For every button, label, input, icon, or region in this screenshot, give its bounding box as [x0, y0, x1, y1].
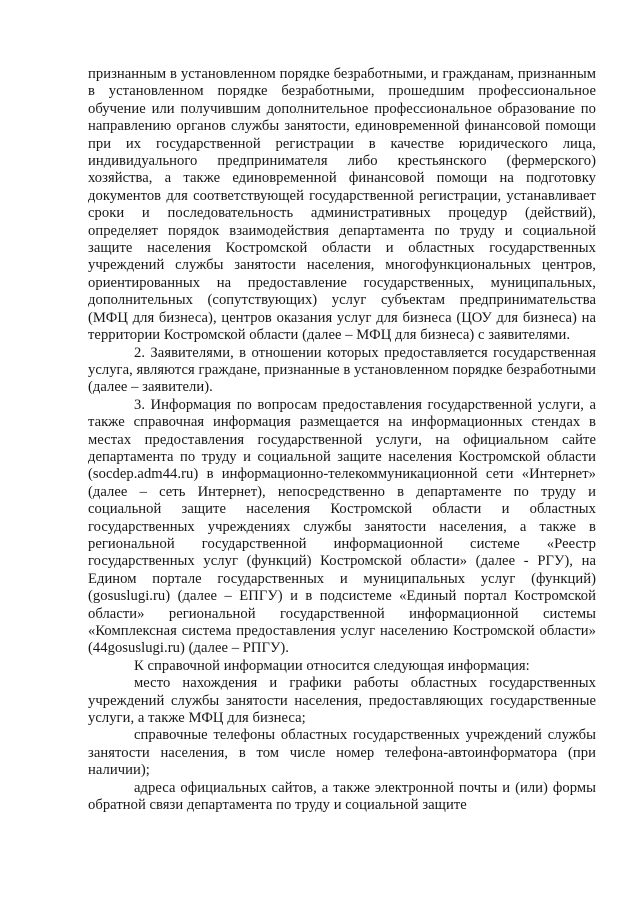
paragraph-item-3: 3. Информация по вопросам предоставления государственной услуги, а также справочная информация размещается на информационных стендах в местах предоставления государственной услуги, на официальном сайте департамента по труду и социальной защите населения Костромской области (socdep.adm44.ru) в информационно-телекоммуникационной сети «Интернет» (далее – сеть Интернет), непосредственно в департаменте по труду и социальной защите населения Костромской области и областных государственных учреждениях службы занятости населения, а также в региональной государственной информационной системе «Реестр государственных услуг (функций) Костромской области» (далее - РГУ), на Едином портале государственных и муниципальных услуг (функций) (gosuslugi.ru) (далее – ЕПГУ) и в подсистеме «Единый портал Костромской области» региональной государственной информационной системы «Комплексная система предоставления услуг населению Костромской области» (44gosuslugi.ru) (далее – РПГУ).	[88, 396, 596, 657]
paragraph-continuation: признанным в установленном порядке безработными, и гражданам, признанным в установленном порядке безработными, прошедшим профессиональное обучение или получившим дополнительное профессиональное образование по направлению органов службы занятости, единовременной финансовой помощи при их государственной регистрации в качестве юридического лица, индивидуального предпринимателя либо крестьянского (фермерского) хозяйства, а также единовременной финансовой помощи на подготовку документов для соответствующей государственной регистрации, устанавливает сроки и последовательность административных процедур (действий), определяет порядок взаимодействия департамента по труду и социальной защите населения Костромской области и областных государственных учреждений службы занятости населения, многофункциональных центров, ориентированных на предоставление государственных, муниципальных, дополнительных (сопутствующих) услуг субъектам предпринимательства (МФЦ для бизнеса), центров оказания услуг для бизнеса (ЦОУ для бизнеса) на территории Костромской области (далее – МФЦ для бизнеса) с заявителями.	[88, 66, 596, 344]
document-body	[88, 66, 596, 814]
paragraph-reference-phones: справочные телефоны областных государственных учреждений службы занятости населения, в том числе номер телефона-автоинформатора (при наличии);	[88, 727, 596, 779]
paragraph-reference-websites: адреса официальных сайтов, а также электронной почты и (или) формы обратной связи департамента по труду и социальной защите	[88, 779, 596, 814]
paragraph-item-2: 2. Заявителями, в отношении которых предоставляется государственная услуга, являются граждане, признанные в установленном порядке безработными (далее – заявители).	[88, 344, 596, 396]
paragraph-reference-intro: К справочной информации относится следующая информация:	[134, 657, 530, 674]
paragraph-reference-location: место нахождения и графики работы областных государственных учреждений службы занятости населения, предоставляющих государственные услуги, а также МФЦ для бизнеса;	[88, 675, 596, 727]
